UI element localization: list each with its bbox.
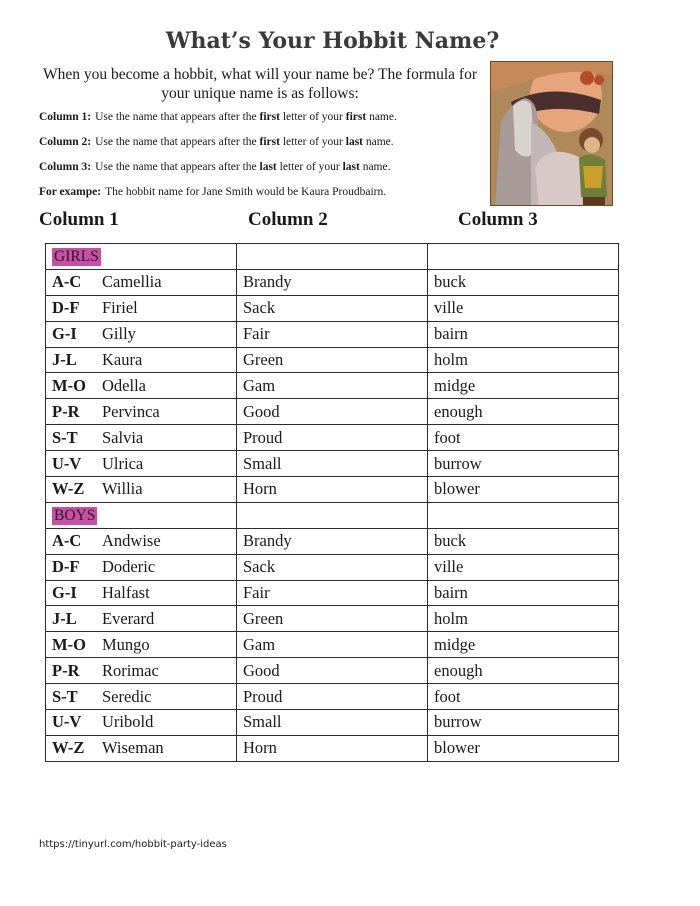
surname-prefix-cell: Horn bbox=[237, 477, 428, 503]
first-name-cell bbox=[46, 295, 237, 321]
column-2-header: Column 2 bbox=[248, 209, 328, 230]
table-row bbox=[46, 451, 619, 477]
first-name-cell bbox=[46, 684, 237, 710]
column-1-header: Column 1 bbox=[39, 209, 119, 230]
table-row bbox=[46, 606, 619, 632]
first-name-cell bbox=[46, 580, 237, 606]
hobbit-first-name: Gilly bbox=[102, 324, 136, 344]
surname-suffix-cell: enough bbox=[428, 399, 619, 425]
surname-prefix-cell: Gam bbox=[237, 632, 428, 658]
surname-suffix-cell: burrow bbox=[428, 710, 619, 736]
empty-cell bbox=[428, 244, 619, 270]
surname-prefix-cell: Good bbox=[237, 658, 428, 684]
first-name-cell bbox=[46, 554, 237, 580]
hobbit-first-name: Odella bbox=[102, 375, 146, 395]
first-name-cell bbox=[46, 735, 237, 761]
letter-range: D-F bbox=[52, 298, 80, 318]
table-row bbox=[46, 632, 619, 658]
surname-suffix-cell: holm bbox=[428, 606, 619, 632]
letter-range: G-I bbox=[52, 324, 77, 344]
rule-column-1: Column 1: Use the name that appears after the first letter of your first name. bbox=[39, 111, 397, 123]
hobbit-first-name: Firiel bbox=[102, 298, 138, 318]
section-label: GIRLS bbox=[54, 248, 99, 266]
hobbit-first-name: Ulrica bbox=[102, 453, 144, 473]
surname-prefix-cell: Green bbox=[237, 606, 428, 632]
letter-range: M-O bbox=[52, 375, 86, 395]
surname-suffix-cell: buck bbox=[428, 528, 619, 554]
table-row bbox=[46, 554, 619, 580]
first-name-cell bbox=[46, 632, 237, 658]
hobbit-first-name: Seredic bbox=[102, 686, 152, 706]
table-row bbox=[46, 321, 619, 347]
empty-cell bbox=[237, 502, 428, 528]
letter-range: G-I bbox=[52, 583, 77, 603]
table-row bbox=[46, 373, 619, 399]
first-name-cell bbox=[46, 399, 237, 425]
rule-lead: Column 1: bbox=[39, 111, 92, 123]
surname-suffix-cell: ville bbox=[428, 554, 619, 580]
rule-column-2: Column 2: Use the name that appears after the first letter of your last name. bbox=[39, 136, 394, 148]
table-row bbox=[46, 528, 619, 554]
example-text: For exampe: The hobbit name for Jane Smith would be Kaura Proudbairn. bbox=[39, 186, 387, 198]
table-row bbox=[46, 580, 619, 606]
surname-suffix-cell: bairn bbox=[428, 580, 619, 606]
surname-suffix-cell: blower bbox=[428, 735, 619, 761]
surname-prefix-cell: Green bbox=[237, 347, 428, 373]
hobbit-first-name: Rorimac bbox=[102, 660, 159, 680]
letter-range: P-R bbox=[52, 401, 80, 421]
first-name-cell bbox=[46, 606, 237, 632]
surname-prefix-cell: Fair bbox=[237, 580, 428, 606]
letter-range: A-C bbox=[52, 531, 82, 551]
letter-range: A-C bbox=[52, 272, 82, 292]
hobbit-name-table bbox=[45, 243, 619, 762]
letter-range: U-V bbox=[52, 712, 82, 732]
hobbit-first-name: Andwise bbox=[102, 531, 161, 551]
letter-range: D-F bbox=[52, 557, 80, 577]
letter-range: W-Z bbox=[52, 479, 85, 499]
hobbit-first-name: Kaura bbox=[102, 350, 143, 369]
intro-text bbox=[30, 65, 490, 103]
surname-prefix-cell: Sack bbox=[237, 295, 428, 321]
hobbit-first-name: Willia bbox=[102, 479, 143, 499]
surname-prefix-cell: Gam bbox=[237, 373, 428, 399]
empty-cell bbox=[428, 502, 619, 528]
hobbit-first-name: Doderic bbox=[102, 557, 156, 577]
first-name-cell bbox=[46, 321, 237, 347]
table-row bbox=[46, 735, 619, 761]
section-label-cell bbox=[46, 502, 237, 528]
letter-range: P-R bbox=[52, 660, 80, 680]
rule-lead: Column 2: bbox=[39, 136, 92, 148]
letter-range: J-L bbox=[52, 350, 77, 369]
hobbit-illustration-art bbox=[491, 62, 613, 206]
surname-prefix-cell: Small bbox=[237, 451, 428, 477]
surname-suffix-cell: midge bbox=[428, 373, 619, 399]
example-lead: For exampe: bbox=[39, 186, 102, 198]
surname-suffix-cell: bairn bbox=[428, 321, 619, 347]
letter-range: M-O bbox=[52, 634, 86, 654]
surname-suffix-cell: foot bbox=[428, 684, 619, 710]
first-name-cell bbox=[46, 477, 237, 503]
surname-suffix-cell: burrow bbox=[428, 451, 619, 477]
rule-lead: Column 3: bbox=[39, 161, 92, 173]
first-name-cell bbox=[46, 373, 237, 399]
surname-suffix-cell: blower bbox=[428, 477, 619, 503]
surname-prefix-cell: Fair bbox=[237, 321, 428, 347]
table-row bbox=[46, 295, 619, 321]
hobbit-first-name: Everard bbox=[102, 608, 155, 628]
surname-suffix-cell: foot bbox=[428, 425, 619, 451]
surname-prefix-cell: Brandy bbox=[237, 269, 428, 295]
section-label: BOYS bbox=[54, 507, 96, 525]
first-name-cell bbox=[46, 658, 237, 684]
section-header-row bbox=[46, 244, 619, 270]
table-row bbox=[46, 347, 619, 373]
footer-url: https://tinyurl.com/hobbit-party-ideas bbox=[39, 839, 227, 850]
table-row bbox=[46, 710, 619, 736]
hobbit-first-name: Pervinca bbox=[102, 401, 160, 421]
hobbit-first-name: Mungo bbox=[102, 634, 150, 654]
first-name-cell bbox=[46, 710, 237, 736]
surname-suffix-cell: ville bbox=[428, 295, 619, 321]
surname-prefix-cell: Brandy bbox=[237, 528, 428, 554]
section-header-row bbox=[46, 502, 619, 528]
intro-line-1: When you become a hobbit, what will your name be? The formula for bbox=[42, 66, 477, 83]
hobbit-first-name: Camellia bbox=[102, 272, 162, 292]
intro-line-2: your unique name is as follows: bbox=[161, 85, 359, 102]
first-name-cell bbox=[46, 269, 237, 295]
surname-prefix-cell: Small bbox=[237, 710, 428, 736]
hobbit-first-name: Halfast bbox=[102, 583, 150, 603]
letter-range: W-Z bbox=[52, 738, 85, 758]
surname-prefix-cell: Good bbox=[237, 399, 428, 425]
surname-prefix-cell: Proud bbox=[237, 425, 428, 451]
surname-suffix-cell: holm bbox=[428, 347, 619, 373]
section-label-cell bbox=[46, 244, 237, 270]
table-row bbox=[46, 425, 619, 451]
surname-suffix-cell: buck bbox=[428, 269, 619, 295]
column-3-header: Column 3 bbox=[458, 209, 538, 230]
surname-suffix-cell: midge bbox=[428, 632, 619, 658]
letter-range: J-L bbox=[52, 608, 77, 628]
letter-range: S-T bbox=[52, 686, 78, 706]
empty-cell bbox=[237, 244, 428, 270]
table-row bbox=[46, 477, 619, 503]
letter-range: S-T bbox=[52, 427, 78, 447]
first-name-cell bbox=[46, 451, 237, 477]
surname-suffix-cell: enough bbox=[428, 658, 619, 684]
letter-range: U-V bbox=[52, 453, 82, 473]
table-row bbox=[46, 658, 619, 684]
hobbit-first-name: Uribold bbox=[102, 712, 154, 732]
table-row bbox=[46, 684, 619, 710]
first-name-cell bbox=[46, 425, 237, 451]
surname-prefix-cell: Horn bbox=[237, 735, 428, 761]
surname-prefix-cell: Sack bbox=[237, 554, 428, 580]
surname-prefix-cell: Proud bbox=[237, 684, 428, 710]
hobbit-first-name: Salvia bbox=[102, 427, 144, 447]
hobbit-illustration bbox=[490, 61, 613, 206]
hobbit-first-name: Wiseman bbox=[102, 738, 164, 758]
first-name-cell bbox=[46, 347, 237, 373]
first-name-cell bbox=[46, 528, 237, 554]
page-title: What’s Your Hobbit Name? bbox=[165, 28, 500, 54]
rule-column-3: Column 3: Use the name that appears after the last letter of your last name. bbox=[39, 161, 391, 173]
hobbit-name-table-body bbox=[46, 244, 619, 762]
table-row bbox=[46, 399, 619, 425]
table-row bbox=[46, 269, 619, 295]
